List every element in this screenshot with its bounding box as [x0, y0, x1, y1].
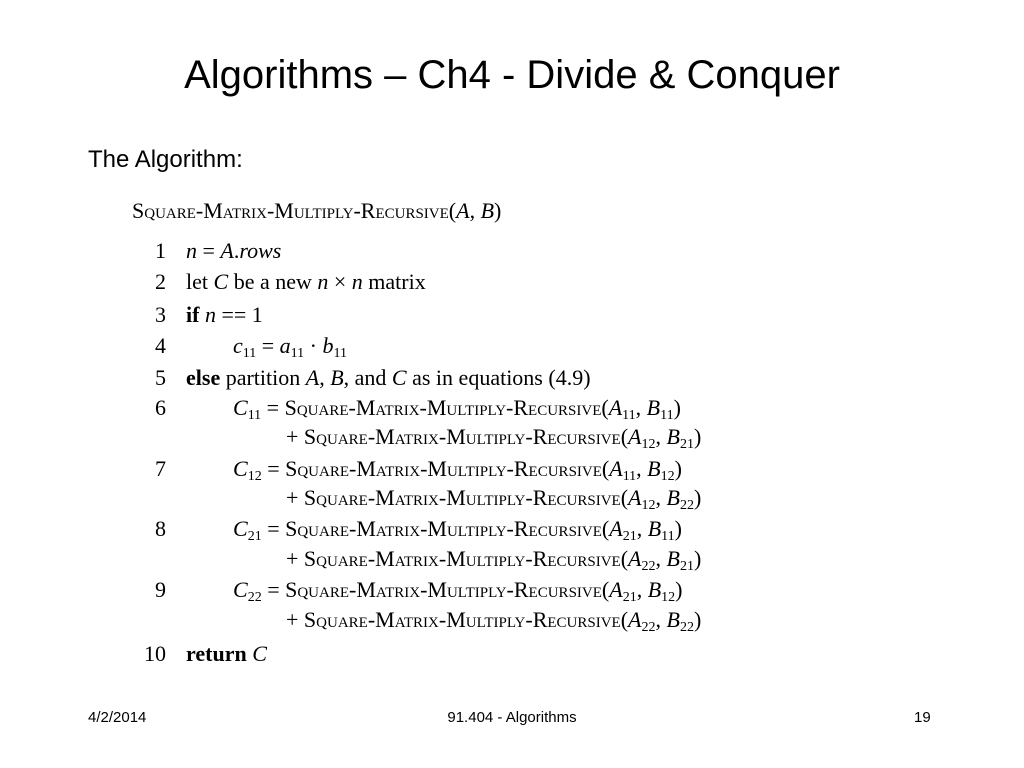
slide-title: Algorithms – Ch4 - Divide & Conquer [184, 53, 840, 97]
code-line-9a: $C_{22}$ = Square-$Matrix-Multiply-Recursive(A_{21}$, $B_{12}$) [233, 577, 683, 605]
code-line-3: if n == 1 [186, 302, 263, 327]
procedure-header: Square-Matrix-Multiply-Recursive(A, B) [132, 198, 502, 223]
line-number: 10 [144, 641, 166, 666]
code-line-7b: + Square-$Matrix-Multiply-Recursive(A_{12}$, $B_{22}$) [286, 485, 702, 513]
pseudocode-block [130, 196, 910, 676]
code-line-8a: $C_{21}$ = Square-$Matrix-Multiply-Recursive(A_{21}$, $B_{11}$) [233, 516, 682, 544]
code-line-2: let C be a new n × n matrix [186, 269, 426, 294]
line-number: 6 [155, 395, 166, 420]
code-line-7a: $C_{12}$ = Square-$Matrix-Multiply-Recursive(A_{11}$, $B_{12}$) [233, 456, 682, 484]
slide-subtitle: The Algorithm: [88, 146, 243, 173]
code-line-1: n = A.rows [186, 238, 282, 263]
footer-course: 91.404 - Algorithms [447, 709, 577, 726]
line-number: 1 [155, 238, 166, 263]
code-line-10: return C [186, 641, 267, 666]
line-number: 5 [155, 365, 166, 390]
line-number: 8 [155, 516, 166, 541]
line-number: 7 [155, 456, 166, 481]
line-number: 2 [155, 269, 166, 294]
code-line-9b: + Square-$Matrix-Multiply-Recursive(A_{22}$, $B_{22}$) [286, 607, 702, 635]
code-line-6a: $C_{11}$ = Square-$Matrix-Multiply-Recursive(A_{11}$, $B_{11}$) [233, 395, 681, 423]
code-line-5: else partition A, B, and C as in equations (4.9) [186, 365, 591, 390]
line-number: 4 [155, 333, 166, 358]
footer-date: 4/2/2014 [88, 709, 147, 726]
code-line-8b: + Square-$Matrix-Multiply-Recursive(A_{22}$, $B_{21}$) [286, 546, 702, 574]
code-line-6b: + Square-$Matrix-Multiply-Recursive(A_{12}$, $B_{21}$) [286, 424, 702, 452]
footer-page-number: 19 [914, 709, 931, 726]
line-number: 3 [155, 302, 166, 327]
code-line-4: $c_{11} = a_{11} \cdot b_{11}$ [233, 333, 347, 361]
line-number: 9 [155, 577, 166, 602]
